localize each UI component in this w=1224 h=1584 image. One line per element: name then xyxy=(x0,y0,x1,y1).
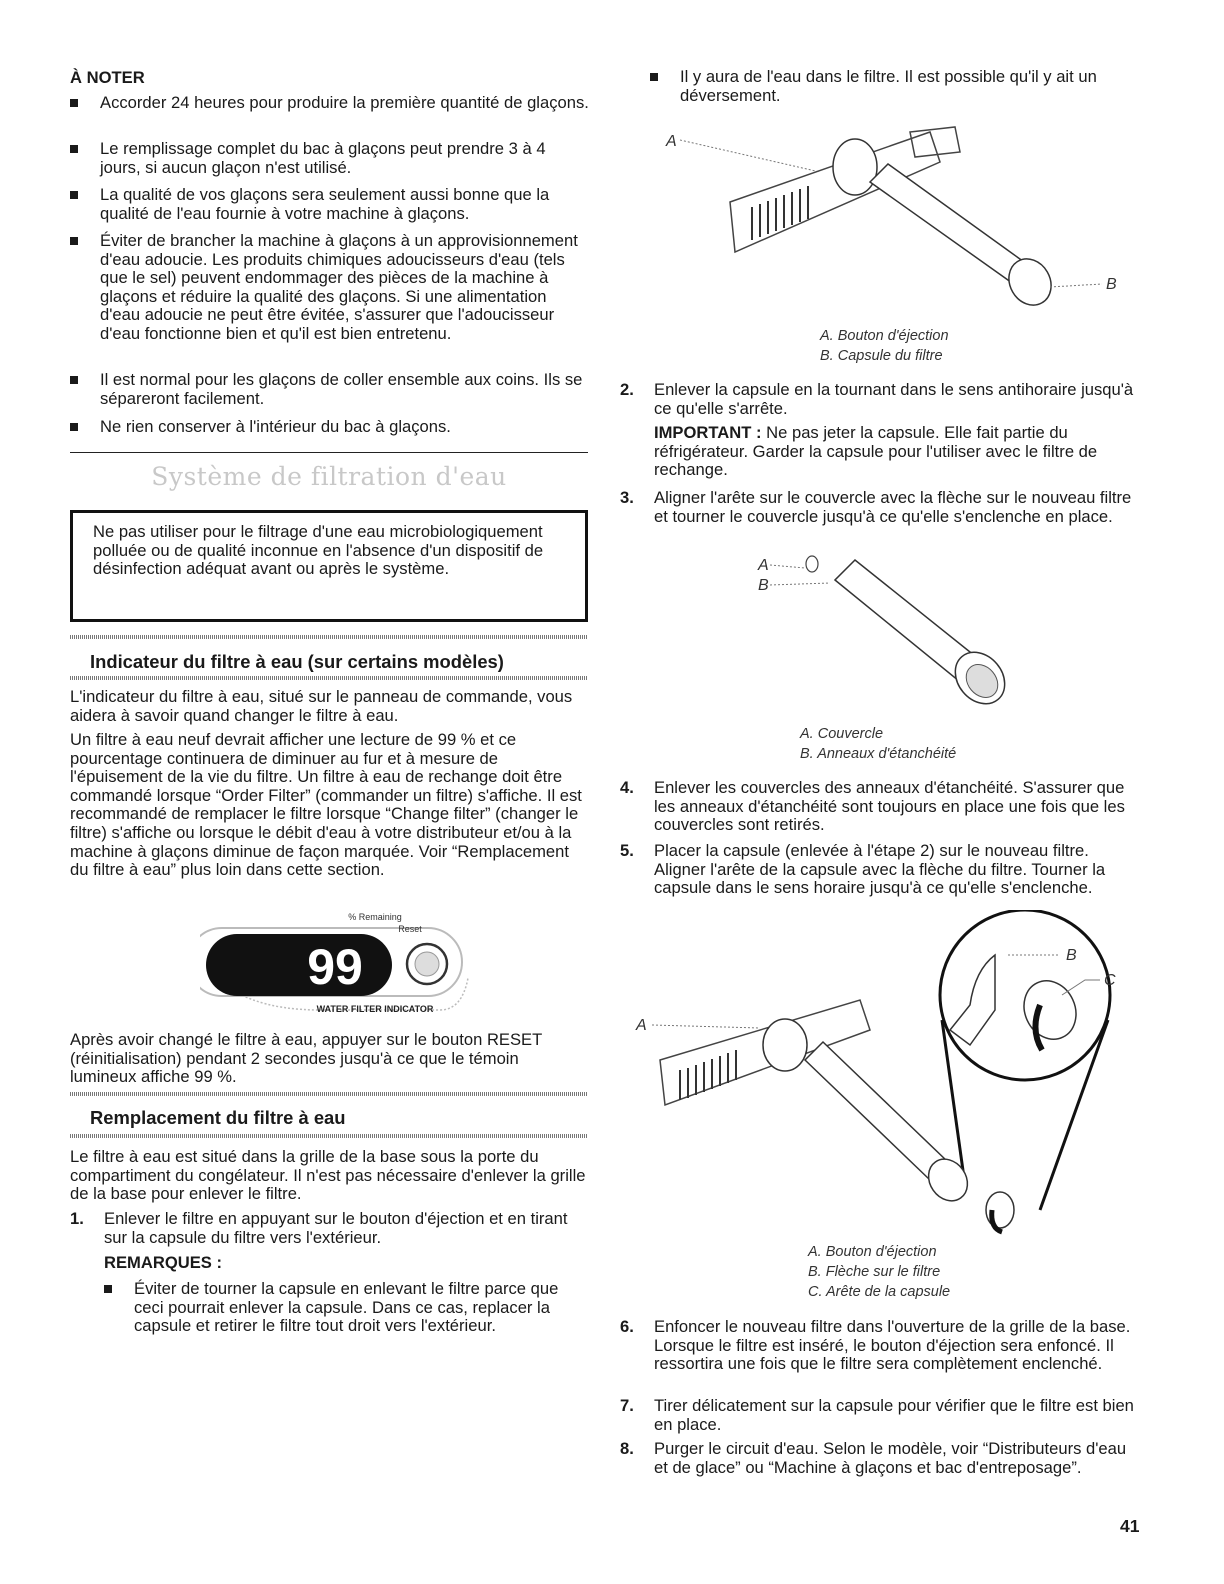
label-b: B xyxy=(1106,276,1117,293)
important-note xyxy=(654,424,1140,480)
remark-bullet xyxy=(650,68,1140,105)
warning-text: Ne pas utiliser pour le filtrage d'une eau microbiologiquement polluée ou de qualité inconnue en l'absence d'un dispositif de désinfection adéquat avant ou après le système. xyxy=(93,522,544,579)
label-a: A xyxy=(636,1017,647,1034)
bullet-square-icon xyxy=(70,376,78,384)
step-text: Enlever la capsule en la tournant dans le sens antihoraire jusqu'à ce qu'elle s'arrête. xyxy=(654,380,1134,418)
bottom-label: WATER FILTER INDICATOR xyxy=(316,1004,434,1014)
fig3-caption-a: A. Bouton d'éjection xyxy=(808,1244,937,1260)
step-number: 6. xyxy=(620,1317,634,1336)
label-b: B xyxy=(758,577,769,594)
step-text: Enlever les couvercles des anneaux d'étanchéité. S'assurer que les anneaux d'étanchéité sont toujours en place une fois que les couvercles sont retirés. xyxy=(654,778,1125,835)
note-bullet xyxy=(70,232,590,344)
bullet-square-icon xyxy=(650,73,658,81)
figure-eject-button xyxy=(660,112,1140,332)
step-8 xyxy=(620,1440,1140,1477)
hatch-divider xyxy=(70,1134,588,1138)
reset-label: Reset xyxy=(398,924,422,934)
note-bullet-text: Accorder 24 heures pour produire la première quantité de glaçons. xyxy=(100,93,589,112)
note-bullet-text: Éviter de brancher la machine à glaçons à un approvisionnement d'eau adoucie. Les produits chimiques adoucisseurs d'eau (tels que le sel) peuvent endommager des pièces de la machine à glaçons et réduire la qualité des glaçons. Si une alimentation d'eau adoucie ne peut être évitée, s'assurer que l'adoucisseur d'eau fonctionne bien et qu'il est bien entretenu. xyxy=(100,231,578,343)
remark-text: Il y aura de l'eau dans le filtre. Il est possible qu'il y ait un déversement. xyxy=(680,67,1097,105)
note-bullet xyxy=(70,186,590,223)
label-a: A xyxy=(666,133,677,150)
remark-text: Éviter de tourner la capsule en enlevant le filtre parce que ceci pourrait enlever la capsule. Dans ce cas, replacer la capsule et retirer le filtre tout droit vers l'extérieur. xyxy=(134,1279,559,1336)
section-divider xyxy=(70,452,588,453)
fig1-caption-a: A. Bouton d'éjection xyxy=(820,328,949,344)
bullet-square-icon xyxy=(70,145,78,153)
display-screen xyxy=(206,934,392,996)
remaining-label: % Remaining xyxy=(348,912,402,922)
step-number: 2. xyxy=(620,380,634,399)
step-text: Aligner l'arête sur le couvercle avec la flèche sur le nouveau filtre et tourner le couvercle jusqu'à ce qu'elle s'enclenche en place. xyxy=(654,488,1132,526)
indicator-paragraph-1: L'indicateur du filtre à eau, situé sur le panneau de commande, vous aidera à savoir quand changer le filtre à eau. xyxy=(70,687,573,725)
label-c: C xyxy=(1104,972,1116,989)
figure-capsule-install xyxy=(630,910,1140,1240)
bullet-square-icon xyxy=(70,191,78,199)
warning-box xyxy=(70,510,588,622)
remark-bullet xyxy=(104,1280,588,1336)
hatch-divider xyxy=(70,635,588,639)
step-6 xyxy=(620,1318,1140,1374)
label-a: A xyxy=(758,557,769,574)
step-number: 7. xyxy=(620,1396,634,1415)
important-label: IMPORTANT : xyxy=(654,423,762,442)
fig3-caption-c: C. Arête de la capsule xyxy=(808,1284,951,1300)
fig1-caption-b: B. Capsule du filtre xyxy=(820,348,943,364)
bullet-square-icon xyxy=(104,1285,112,1293)
step-number: 1. xyxy=(70,1209,84,1228)
step-2 xyxy=(620,381,1140,418)
remarks-heading: REMARQUES : xyxy=(104,1253,223,1272)
display-value: 99 xyxy=(307,939,363,995)
indicator-heading: Indicateur du filtre à eau (sur certains modèles) xyxy=(90,651,504,672)
step-1 xyxy=(70,1210,590,1247)
section-title: Système de filtration d'eau xyxy=(151,462,507,491)
replacement-heading: Remplacement du filtre à eau xyxy=(90,1107,346,1128)
note-bullet-text: Le remplissage complet du bac à glaçons peut prendre 3 à 4 jours, si aucun glaçon n'est utilisé. xyxy=(100,139,546,177)
step-text: Placer la capsule (enlevée à l'étape 2) sur le nouveau filtre. Aligner l'arête de la capsule avec la flèche du filtre. Tourner la capsule dans le sens horaire jusqu'à ce qu'elle s'enclenche. xyxy=(654,841,1106,898)
bullet-square-icon xyxy=(70,423,78,431)
step-4 xyxy=(620,779,1140,835)
step-number: 5. xyxy=(620,841,634,860)
bullet-square-icon xyxy=(70,237,78,245)
step-number: 8. xyxy=(620,1439,634,1458)
hatch-divider xyxy=(70,676,588,680)
note-bullet-text: Ne rien conserver à l'intérieur du bac à glaçons. xyxy=(100,417,451,436)
note-bullet-text: Il est normal pour les glaçons de coller ensemble aux coins. Ils se sépareront facilement. xyxy=(100,370,583,408)
step-text: Purger le circuit d'eau. Selon le modèle, voir “Distributeurs d'eau et de glace” ou “Machine à glaçons et bac d'entreposage”. xyxy=(654,1439,1127,1477)
page-number: 41 xyxy=(1120,1516,1140,1536)
note-bullet-text: La qualité de vos glaçons sera seulement aussi bonne que la qualité de l'eau fournie à votre machine à glaçons. xyxy=(100,185,550,223)
replacement-intro: Le filtre à eau est situé dans la grille de la base sous la porte du compartiment du congélateur. Il n'est pas nécessaire d'enlever la grille de la base pour enlever le filtre. xyxy=(70,1147,586,1204)
note-bullet xyxy=(70,418,590,437)
step-7 xyxy=(620,1397,1140,1434)
fig2-caption-b: B. Anneaux d'étanchéité xyxy=(800,746,957,762)
label-b: B xyxy=(1066,947,1077,964)
note-heading: À NOTER xyxy=(70,68,145,87)
indicator-paragraph-3: Après avoir changé le filtre à eau, appuyer sur le bouton RESET (réinitialisation) pendant 2 secondes jusqu'à ce que le témoin lumineux affiche 99 %. xyxy=(70,1030,542,1087)
step-5 xyxy=(620,842,1140,898)
step-number: 4. xyxy=(620,778,634,797)
figure-new-filter xyxy=(750,550,1030,720)
indicator-paragraph-2: Un filtre à eau neuf devrait afficher une lecture de 99 % et ce pourcentage continuera de diminuer au fur et à mesure de l'épuisement de la vie du filtre. Un filtre à eau de rechange doit être commandé lorsque “Order Filter” (commander un filtre) s'affiche. Il est recommandé de remplacer le filtre lorsque “Change filter” (changer le filtre) s'affiche ou lorsque le débit d'eau à votre distributeur et/ou à la machine à glaçons diminue de façon marquée. Voir “Remplacement du filtre à eau” plus loin dans cette section. xyxy=(70,730,582,880)
note-bullet xyxy=(70,371,590,408)
note-bullet xyxy=(70,94,590,113)
important-text: Ne pas jeter la capsule. Elle fait partie du réfrigérateur. Garder la capsule pour l'utiliser avec le filtre de rechange. xyxy=(654,423,1098,480)
bullet-square-icon xyxy=(70,99,78,107)
step-text: Enfoncer le nouveau filtre dans l'ouverture de la grille de la base. Lorsque le filtre est inséré, le bouton d'éjection sera enfoncé. Il ressortira une fois que le filtre sera complètement enclenché. xyxy=(654,1317,1131,1374)
note-bullet xyxy=(70,140,590,177)
step-3 xyxy=(620,489,1140,526)
water-filter-indicator-panel xyxy=(200,906,470,1018)
step-text: Tirer délicatement sur la capsule pour vérifier que le filtre est bien en place. xyxy=(654,1396,1134,1434)
fig2-caption-a: A. Couvercle xyxy=(800,726,884,742)
step-number: 3. xyxy=(620,488,634,507)
fig3-caption-b: B. Flèche sur le filtre xyxy=(808,1264,941,1280)
hatch-divider xyxy=(70,1092,588,1096)
step-text: Enlever le filtre en appuyant sur le bouton d'éjection et en tirant sur la capsule du filtre vers l'extérieur. xyxy=(104,1209,568,1247)
